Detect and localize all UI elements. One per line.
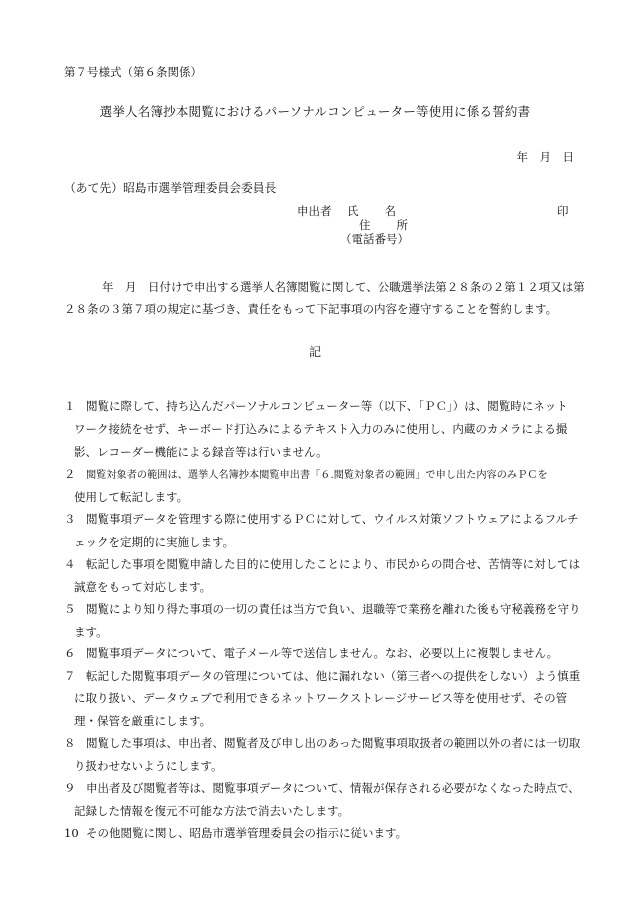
- item-number: ７: [64, 669, 76, 683]
- item-10: [64, 828, 407, 840]
- item-text: 閲覧した事項は、申出者、閲覧者及び申し出のあった閲覧事項取扱者の範囲以外の者には一切取: [86, 736, 581, 750]
- item-7-continuation: 理・保管を厳重にします。: [74, 714, 212, 728]
- item-6: [64, 648, 558, 660]
- item-2: [64, 469, 548, 481]
- item-1-continuation: ワーク接続をせず、キーボード打込みによるテキスト入力のみに使用し、内蔵のカメラによる撮: [74, 422, 568, 436]
- item-text: 閲覧に際して、持ち込んだパーソナルコンピューター等（以下、「ＰＣ」）は、閲覧時にネット: [86, 399, 568, 413]
- item-8: [64, 738, 580, 750]
- item-1: [64, 401, 568, 413]
- item-text: 閲覧対象者の範囲は、選挙人名簿抄本閲覧申出書「６.閲覧対象者の範囲」で申し出た内容のみＰＣを: [86, 470, 548, 481]
- item-number: ３: [64, 512, 76, 526]
- item-8-continuation: り扱わせないようにします。: [74, 759, 223, 773]
- item-1-continuation: 影、レコーダー機能による録音等は行いません。: [74, 445, 328, 459]
- item-text: 転記した事項を閲覧申請した目的に使用したことにより、市民からの問合せ、苦情等に対しては: [86, 557, 581, 571]
- addressee: （あて先）昭島市選挙管理委員会委員長: [64, 181, 277, 195]
- pledge-text-line-2: ２８条の３第７項の規定に基づき、責任をもって下記事項の内容を遵守することを誓約します。: [64, 302, 558, 316]
- item-3: [64, 514, 579, 526]
- item-number: ８: [64, 736, 76, 750]
- item-number: ６: [64, 646, 76, 660]
- ki-heading: 記: [308, 345, 321, 359]
- name-label: 氏名: [347, 204, 422, 218]
- item-7-continuation: に取り扱い、データウェブで利用できるネットワークストレージサービス等を使用せず、その管: [74, 691, 568, 705]
- item-text: 閲覧事項データを管理する際に使用するＰＣに対して、ウイルス対策ソフトウェアによるフルチ: [86, 512, 579, 526]
- item-text: 閲覧により知り得た事項の一切の責任は当方で負い、退職等で業務を離れた後も守秘義務を守り: [86, 602, 581, 616]
- item-4: [64, 559, 580, 571]
- item-4-continuation: 誠意をもって対応します。: [74, 580, 212, 594]
- item-9: [64, 783, 580, 795]
- phone-label: （電話番号）: [340, 232, 409, 246]
- item-2-continuation: 使用して転記します。: [74, 490, 189, 504]
- item-number: １: [64, 399, 76, 413]
- date-line: 年 月 日: [516, 150, 574, 164]
- item-text: 転記した閲覧事項データの管理については、他に漏れない（第三者への提供をしない）よう慎重: [86, 669, 581, 683]
- item-number: ２: [64, 467, 76, 481]
- form-label: 第７号様式（第６条関係）: [64, 65, 202, 79]
- item-7: [64, 671, 580, 683]
- item-9-continuation: 記録した情報を復元不可能な方法で消去いたします。: [74, 804, 350, 818]
- item-5: [64, 604, 581, 616]
- item-number: ９: [64, 781, 76, 795]
- seal-mark: 印: [557, 204, 569, 218]
- item-number: ４: [64, 557, 76, 571]
- item-text: 申出者及び閲覧者等は、閲覧事項データについて、情報が保存される必要がなくなった時点で、: [86, 781, 580, 795]
- item-5-continuation: ます。: [74, 625, 108, 639]
- item-number: 10: [64, 826, 79, 840]
- address-label: 住所: [359, 218, 434, 232]
- document-title: 選挙人名簿抄本閲覧におけるパーソナルコンピューター等使用に係る誓約書: [99, 104, 531, 119]
- pledge-text-line-1: 年 月 日付けで申出する選挙人名簿閲覧に関して、公職選挙法第２８条の２第１２項又は第: [102, 280, 585, 294]
- item-text: その他閲覧に関し、昭島市選挙管理委員会の指示に従います。: [86, 826, 408, 840]
- item-number: ５: [64, 602, 76, 616]
- applicant-label: 申出者: [297, 204, 332, 218]
- item-text: 閲覧事項データについて、電子メール等で送信しません。なお、必要以上に複製しません。: [86, 646, 559, 660]
- item-3-continuation: ェックを定期的に実施します。: [74, 535, 235, 549]
